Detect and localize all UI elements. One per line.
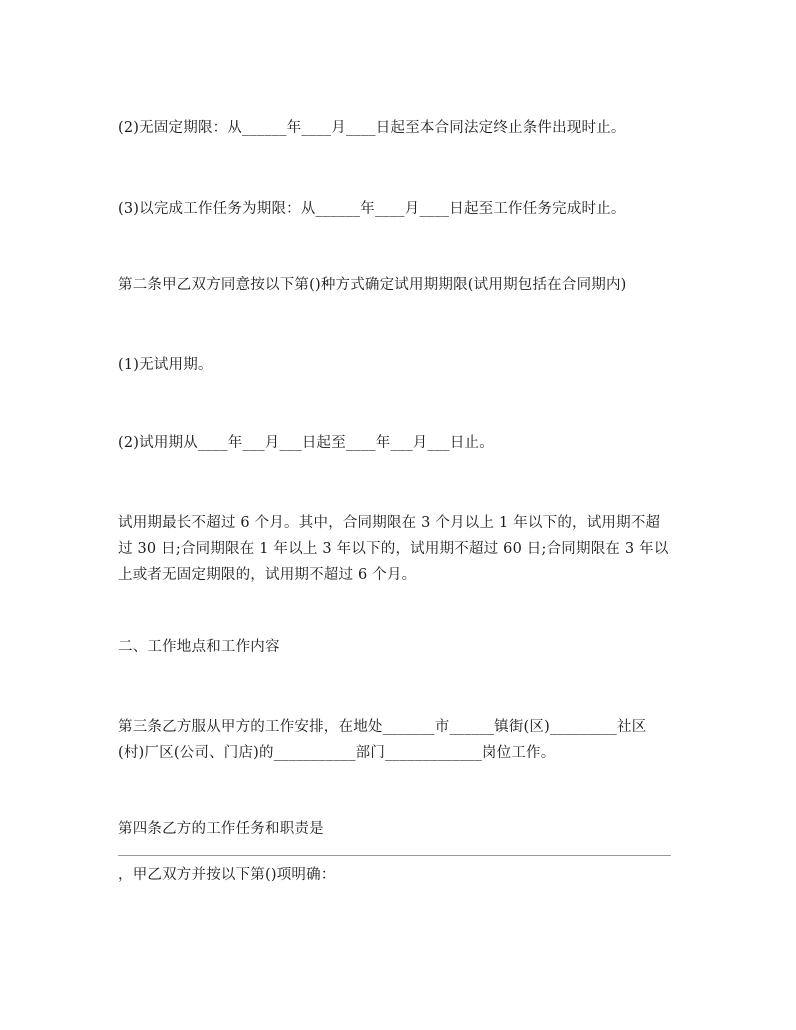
article-3-line-2: (村)厂区(公司、门店)的___________部门_____________岗位工作。 xyxy=(118,745,556,761)
clause-no-fixed-term: (2)无固定期限：从______年____月____日起至本合同法定终止条件出现时止。 xyxy=(118,120,626,136)
section-2-heading: 二、工作地点和工作内容 xyxy=(118,639,280,655)
probation-rule-line-3: 上或者无固定期限的，试用期不超过 6 个月。 xyxy=(118,567,417,583)
clause-probation-period: (2)试用期从____年___月___日起至____年___月___日止。 xyxy=(118,435,494,451)
article-2-heading: 第二条甲乙双方同意按以下第()种方式确定试用期期限(试用期包括在合同期内) xyxy=(118,277,627,293)
clause-task-term: (3)以完成工作任务为期限：从______年____月____日起至工作任务完成时止。 xyxy=(118,201,626,217)
clause-no-probation: (1)无试用期。 xyxy=(118,357,213,373)
article-3-line-1: 第三条乙方服从甲方的工作安排，在地处_______市______镇街(区)_________社区 xyxy=(118,719,647,735)
probation-rule-line-1: 试用期最长不超过 6 个月。其中，合同期限在 3 个月以上 1 年以下的，试用期不超 xyxy=(118,515,661,531)
article-4-continuation: ，甲乙双方并按以下第()项明确： xyxy=(118,867,336,883)
probation-rule-line-2: 过 30 日;合同期限在 1 年以上 3 年以下的，试用期不超过 60 日;合同期限在 3 年以 xyxy=(118,541,669,557)
blank-fill-line xyxy=(118,855,671,856)
article-4-heading: 第四条乙方的工作任务和职责是 xyxy=(118,821,324,837)
